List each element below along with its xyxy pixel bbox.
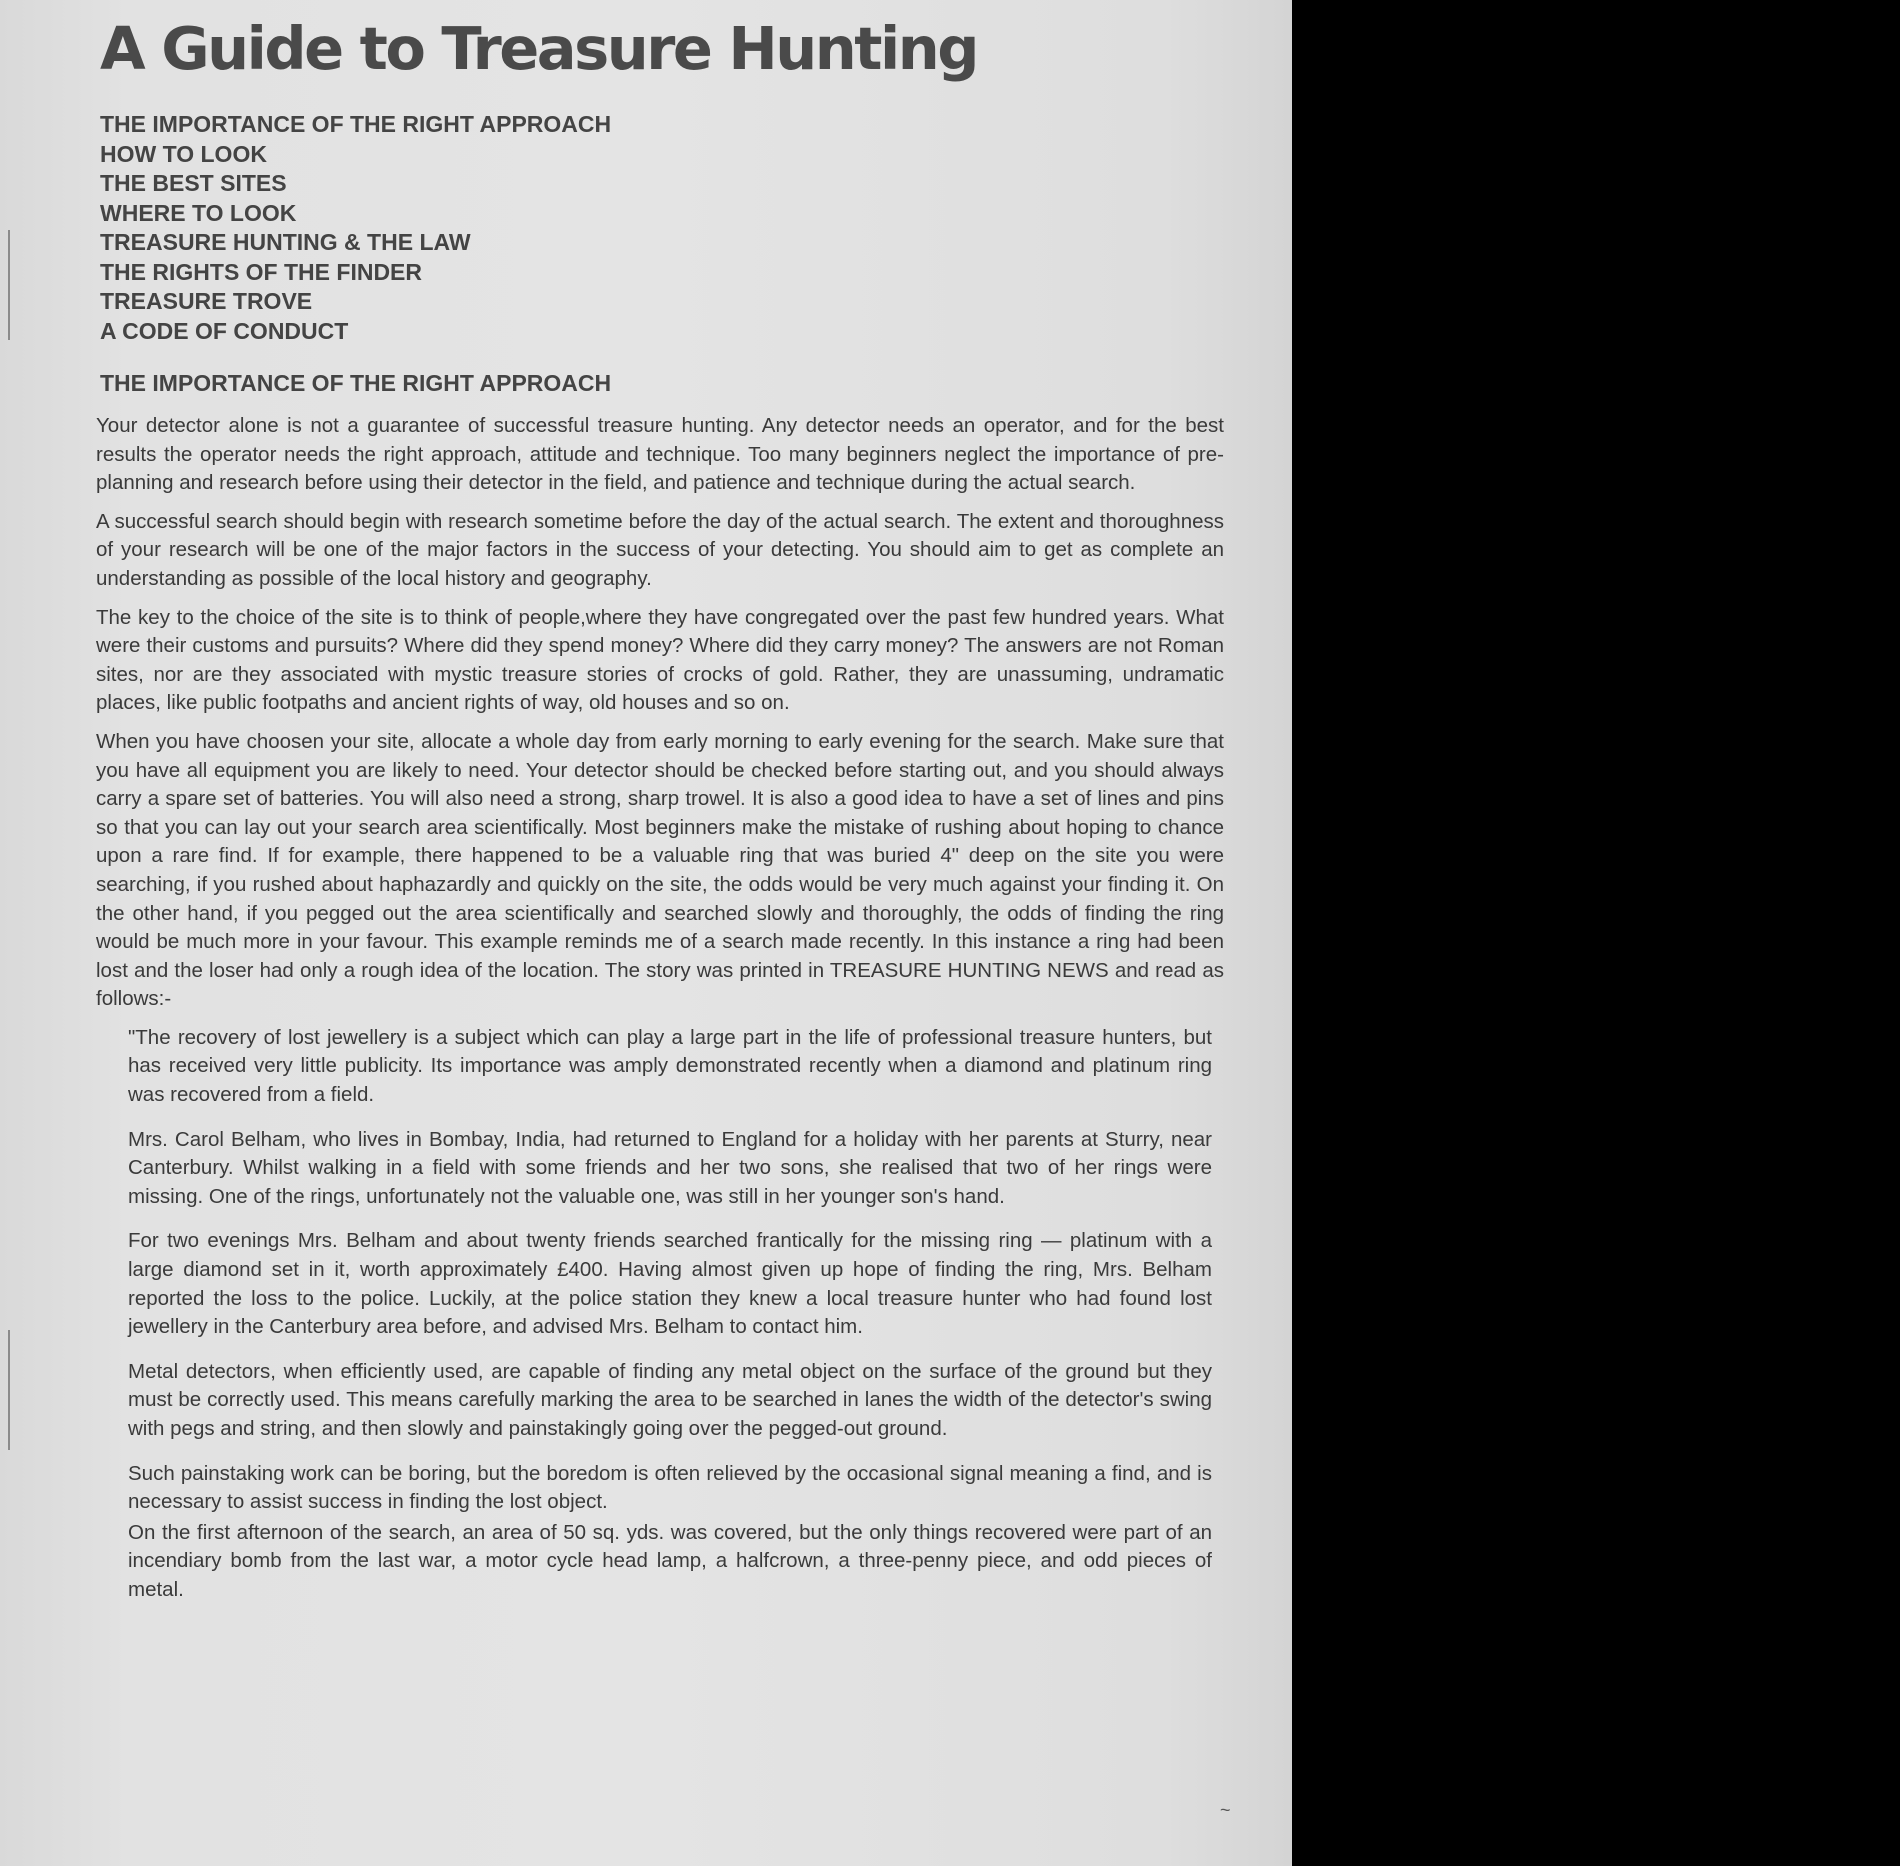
contents-item: A CODE OF CONDUCT [100, 317, 349, 344]
contents-item: HOW TO LOOK [100, 140, 267, 167]
contents-item: THE RIGHTS OF THE FINDER [100, 258, 422, 285]
section-heading: THE IMPORTANCE OF THE RIGHT APPROACH [100, 370, 612, 396]
contents-item: THE BEST SITES [100, 170, 287, 196]
scan-edge-mark [8, 230, 10, 340]
document-title: A Guide to Treasure Hunting [100, 14, 977, 83]
quote-paragraph: On the first afternoon of the search, an area of 50 sq. yds. was covered, but the only things recovered were part of an incendiary bomb from the last war, a motor cycle head lamp, a halfcrown, a three-penny piece, and odd pieces of metal. [128, 1520, 1212, 1601]
paragraph: When you have choosen your site, allocate a whole day from early morning to early evening for the search. Make sure that you have all equipment you are likely to need. Your detector should be checked before starting out, and you should always carry a spare set of batteries. You will also need a strong, sharp trowel. It is also a good idea to have a set of lines and pins so that you can lay out your search area scientifically. Most beginners make the mistake of rushing about hoping to chance upon a rare find. If for example, there happened to be a valuable ring that was buried 4" deep on the site you were searching, if you rushed about haphazardly and quickly on the site, the odds would be very much against your finding it. On the other hand, if you pegged out the area scientifically and searched slowly and thoroughly, the odds of finding the ring would be much more in your favour. This example reminds me of a search made recently. In this instance a ring had been lost and the loser had only a rough idea of the location. The story was printed in TREASURE HUNTING NEWS and read as follows:- [96, 729, 1224, 1011]
contents-item: THE IMPORTANCE OF THE RIGHT APPROACH [100, 111, 612, 137]
table-of-contents [100, 110, 611, 346]
block-quote [128, 1024, 1212, 1605]
scan-edge-mark [8, 1330, 10, 1450]
contents-item: TREASURE TROVE [100, 288, 313, 314]
contents-item: TREASURE HUNTING & THE LAW [100, 229, 471, 255]
paragraph: A successful search should begin with research sometime before the day of the actual search. The extent and thoroughness of your research will be one of the major factors in the success of your detecting. You should aim to get as complete an understanding as possible of the local history and geography. [96, 509, 1224, 590]
page-mark: ~ [1220, 1800, 1231, 1820]
quote-paragraph: Such painstaking work can be boring, but the boredom is often relieved by the occasional signal meaning a find, and is necessary to assist success in finding the lost object. [128, 1461, 1212, 1514]
body-text [96, 412, 1224, 1621]
quote-paragraph: Metal detectors, when efficiently used, are capable of finding any metal object on the surface of the ground but they must be correctly used. This means carefully marking the area to be searched in lanes the width of the detector's swing with pegs and string, and then slowly and painstakingly going over the pegged-out ground. [128, 1359, 1212, 1440]
paragraph: Your detector alone is not a guarantee of successful treasure hunting. Any detector needs an operator, and for the best results the operator needs the right approach, attitude and technique. Too many beginners neglect the importance of pre-planning and research before using their detector in the field, and patience and technique during the actual search. [96, 414, 1224, 495]
quote-paragraph: "The recovery of lost jewellery is a subject which can play a large part in the life of professional treasure hunters, but has received very little publicity. Its importance was amply demonstrated recently when a diamond and platinum ring was recovered from a field. [128, 1025, 1212, 1107]
quote-paragraph: Mrs. Carol Belham, who lives in Bombay, India, had returned to England for a holiday with her parents at Sturry, near Canterbury. Whilst walking in a field with some friends and her two sons, she realised that two of her rings were missing. One of the rings, unfortunately not the valuable one, was still in her younger son's hand. [128, 1127, 1212, 1208]
quote-paragraph: For two evenings Mrs. Belham and about twenty friends searched frantically for the missing ring — platinum with a large diamond set in it, worth approximately £400. Having almost given up hope of finding the ring, Mrs. Belham reported the loss to the police. Luckily, at the police station they knew a local treasure hunter who had found lost jewellery in the Canterbury area before, and advised Mrs. Belham to contact him. [128, 1229, 1212, 1339]
paragraph: The key to the choice of the site is to think of people,where they have congregated over the past few hundred years. What were their customs and pursuits? Where did they spend money? Where did they carry money? The answers are not Roman sites, nor are they associated with mystic treasure stories of crocks of gold. Rather, they are unassuming, undramatic places, like public footpaths and ancient rights of way, old houses and so on. [96, 605, 1224, 715]
contents-item: WHERE TO LOOK [100, 199, 297, 226]
